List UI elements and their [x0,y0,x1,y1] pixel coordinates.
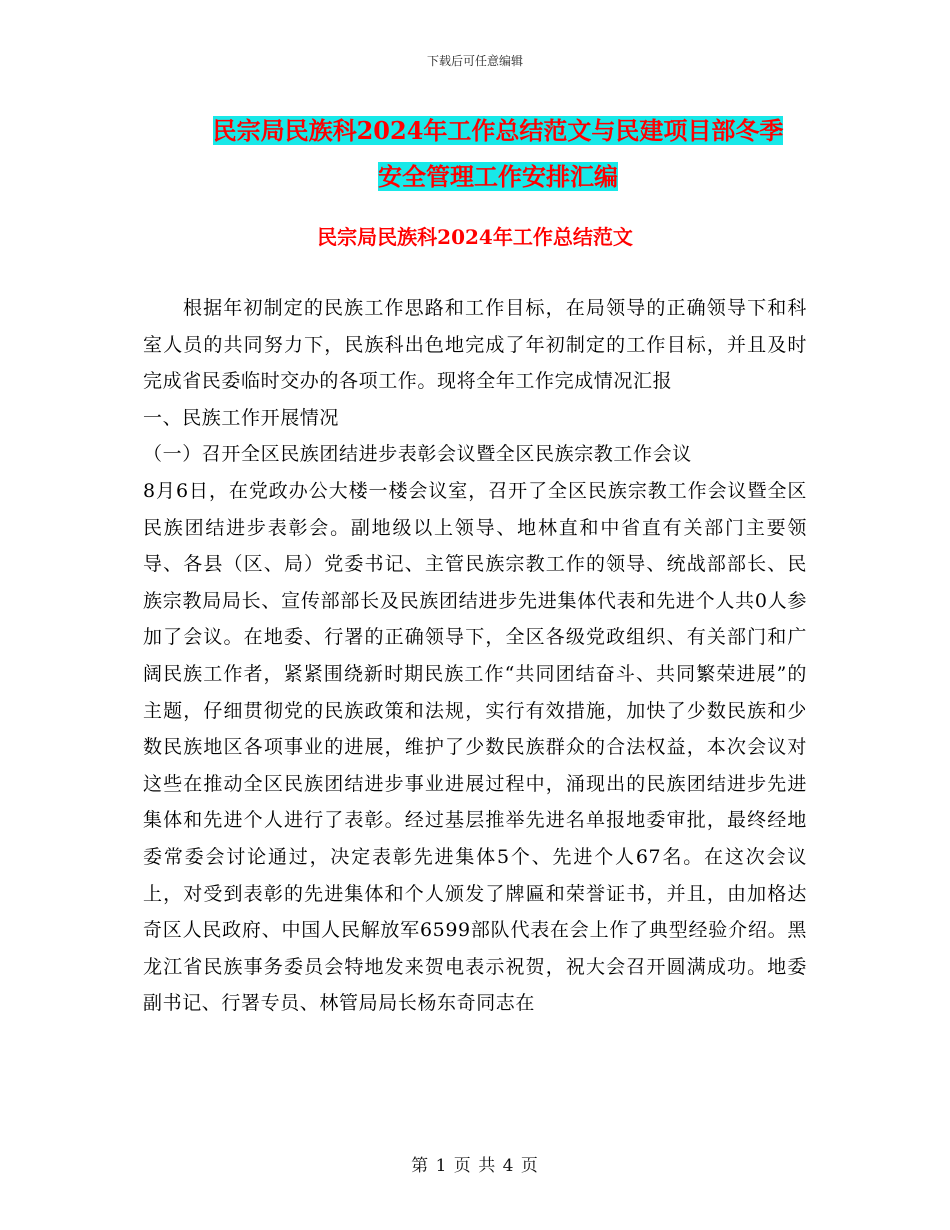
document-title-line1: 民宗局民族科2024年工作总结范文与民建项目部冬季 [212,116,784,145]
meeting-paragraph: 8月6日，在党政办公大楼一楼会议室，召开了全区民族宗教工作会议暨全区民族团结进步表彰会。副地级以上领导、地林直和中省直有关部门主要领导、各县（区、局）党委书记、主管民族宗教工作的领导、统战部部长、民族宗教局局长、宣传部部长及民族团结进步先进集体代表和先进个人共0人参加了会议。在地委、行署的正确领导下，全区各级党政组织、有关部门和广阔民族工作者，紧紧围绕新时期民族工作“共同团结奋斗、共同繁荣进展”的主题，仔细贯彻党的民族政策和法规，实行有效措施，加快了少数民族和少数民族地区各项事业的进展，维护了少数民族群众的合法权益，本次会议对这些在推动全区民族团结进步事业进展过程中，涌现出的民族团结进步先进集体和先进个人进行了表彰。经过基层推举先进名单报地委审批，最终经地委常委会讨论通过，决定表彰先进集体5个、先进个人67名。在这次会议上，对受到表彰的先进集体和个人颁发了牌匾和荣誉证书，并且，由加格达奇区人民政府、中国人民解放军6599部队代表在会上作了典型经验介绍。黑龙江省民族事务委员会特地发来贺电表示祝贺，祝大会召开圆满成功。地委副书记、行署专员、林管局局长杨东奇同志在 [143,479,807,1015]
page-number: 第 1 页 共 4 页 [411,1156,539,1176]
document-title-line2: 安全管理工作安排汇编 [378,162,618,191]
document-body [143,290,807,1022]
heading-level-2: （一）召开全区民族团结进步表彰会议暨全区民族宗教工作会议 [143,443,692,466]
section-title: 民宗局民族科2024年工作总结范文 [317,225,633,249]
heading-level-1: 一、民族工作开展情况 [143,406,340,429]
document-title [120,108,876,200]
intro-paragraph: 根据年初制定的民族工作思路和工作目标，在局领导的正确领导下和科室人员的共同努力下，民族科出色地完成了年初制定的工作目标，并且及时完成省民委临时交办的各项工作。现将全年工作完成情况汇报 [143,297,807,393]
page-header-note: 下载后可任意编辑 [426,54,523,68]
